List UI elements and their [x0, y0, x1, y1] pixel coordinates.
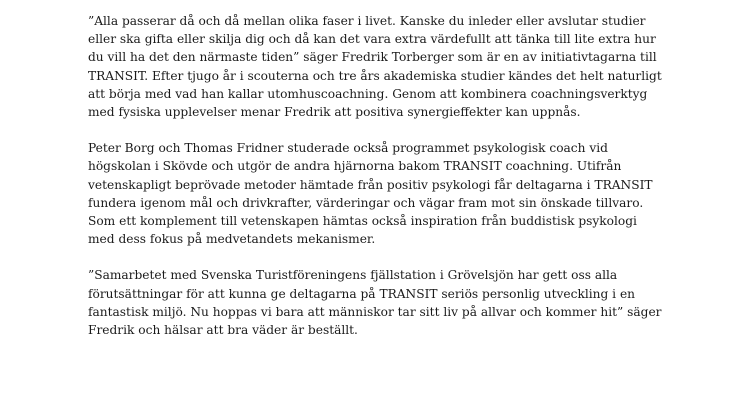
paragraph-line: Fredrik och hälsar att bra väder är beställt. — [88, 323, 358, 338]
paragraph-line: Peter Borg och Thomas Fridner studerade också programmet psykologisk coach vid — [88, 141, 608, 156]
paragraph-1 — [88, 12, 688, 121]
paragraph-line: ”Samarbetet med Svenska Turistföreningens fjällstation i Grövelsjön har gett oss alla — [88, 268, 618, 283]
paragraph-line: fantastisk miljö. Nu hoppas vi bara att människor tar sitt liv på allvar och kommer hit” säger — [88, 304, 662, 319]
paragraph-line: Som ett komplement till vetenskapen hämtas också inspiration från buddistisk psykologi — [88, 214, 637, 229]
paragraph-line: med fysiska upplevelser menar Fredrik att positiva synergieffekter kan uppnås. — [88, 105, 581, 120]
paragraph-2 — [88, 139, 688, 248]
paragraph-line: med dess fokus på medvetandets mekanismer. — [88, 232, 376, 247]
paragraph-line: vetenskapligt beprövade metoder hämtade från positiv psykologi får deltagarna i TRANSIT — [88, 177, 653, 192]
paragraph-line: ”Alla passerar då och då mellan olika faser i livet. Kanske du inleder eller avslutar studier — [88, 14, 646, 28]
paragraph-3 — [88, 266, 688, 339]
paragraph-line: högskolan i Skövde och utgör de andra hjärnorna bakom TRANSIT coachning. Utifrån — [88, 159, 622, 174]
paragraph-line: att börja med vad han kallar utomhuscoachning. Genom att kombinera coachningsverktyg — [88, 86, 648, 101]
paragraph-line: fundera igenom mål och drivkrafter, värderingar och vägar fram mot sin önskade tillvaro. — [88, 195, 644, 210]
paragraph-line: förutsättningar för att kunna ge deltagarna på TRANSIT seriös personlig utveckling i en — [88, 286, 636, 301]
article-body — [88, 12, 688, 357]
paragraph-line: eller ska gifta eller skilja dig och då kan det vara extra värdefullt att tänka till lite extra hur — [88, 32, 656, 47]
paragraph-line: du vill ha det den närmaste tiden” säger Fredrik Torberger som är en av initiativtagarna till — [88, 50, 657, 65]
paragraph-line: TRANSIT. Efter tjugo år i scouterna och tre års akademiska studier kändes det helt naturligt — [88, 68, 662, 83]
